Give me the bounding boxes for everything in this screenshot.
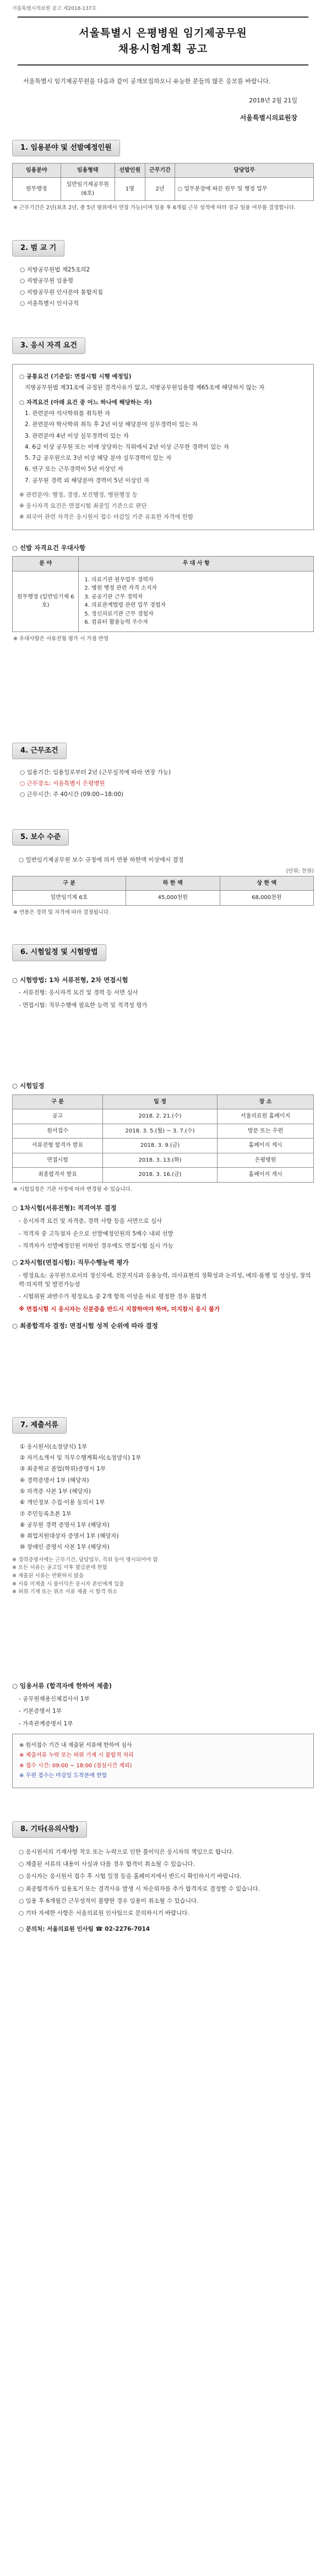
table-cell: 홈페이지 게시: [217, 1168, 313, 1183]
table-cell: [79, 571, 314, 631]
table-header-row: [13, 557, 314, 571]
intro-text: 서울특별시 임기제공무원을 다음과 같이 공개모집하오니 유능한 분들의 많은 응모를 바랍니다.: [23, 77, 271, 85]
salary-note: ※ 연봉은 경력 및 자격에 따라 결정됩니다.: [13, 909, 110, 916]
list-item: - 서류전형: 응시자격 요건 및 경력 등 서면 심사: [19, 989, 138, 996]
page-subtitle: 채용시험계획 공고: [118, 43, 208, 56]
table-header-row: [13, 876, 314, 891]
table-header: 선발인원: [115, 163, 145, 178]
list-item: 2. 병원 행정 관련 자격 소지자: [84, 585, 157, 592]
list-item: ○ 근무시간: 주 40시간 (09:00~18:00): [20, 791, 123, 798]
list-item: 4. 의료관계법령 관련 업무 경험자: [84, 602, 166, 609]
table-cell: ○ 업무분장에 따른 원무 및 행정 업무: [175, 178, 314, 201]
list-item: - 적격자 중 고득점자 순으로 선발예정인원의 5배수 내외 선발: [19, 1230, 173, 1237]
title-block: [18, 17, 308, 66]
table-cell: 2018. 3. 13.(화): [103, 1153, 218, 1168]
appointment-docs-title: ○ 임용서류 (합격자에 한하여 제출): [12, 1682, 112, 1690]
table-cell: 2018. 3. 16.(금): [103, 1168, 218, 1183]
list-item: ○ 지방공무원 인사분야 통합지침: [20, 288, 104, 296]
table-header-row: [13, 163, 314, 178]
salary-text: ○ 일반임기제공무원 보수 규정에 의거 연봉 하한액 이상에서 결정: [19, 856, 184, 863]
section-heading-5: 5. 보수 수준: [12, 829, 69, 846]
work-conditions-list: [20, 768, 314, 799]
common-text: 지방공무원법 제31조에 규정된 결격사유가 없고, 지방공무원임용령 제65조에 해당하지 않는 자: [25, 384, 265, 391]
list-item: ⑤ 자격증 사본 1부 (해당자): [20, 1488, 91, 1495]
section-heading-8: 8. 기타(유의사항): [12, 1821, 87, 1838]
list-item: 6. 연구 또는 근무경력이 5년 이상인 자: [25, 466, 123, 473]
table-row: [13, 1109, 314, 1124]
list-item: ③ 최종학교 졸업(학위)증명서 1부: [20, 1466, 106, 1473]
list-item: ① 응시원서(소정양식) 1부: [20, 1443, 88, 1450]
table-header: 일 정: [103, 1094, 218, 1109]
list-item: 3. 공공기관 근무 경력자: [84, 593, 143, 600]
table-header: 하 한 액: [126, 876, 220, 891]
notice-item: ※ 우편 접수는 마감일 도착분에 한함: [19, 1773, 107, 1779]
list-item: ○ 임용기간: 임용일로부터 2년 (근무실적에 따라 연장 가능): [20, 769, 171, 776]
table-cell: 면접시험: [13, 1153, 103, 1168]
notice-item: ※ 제출서류 누락 또는 허위 기재 시 불합격 처리: [19, 1752, 134, 1759]
table-header-row: [13, 1094, 314, 1109]
contact-info: ○ 문의처: 서울의료원 인사팀 ☎ 02-2276-7014: [19, 1925, 150, 1932]
documents-note: ※ 모든 서류는 공고일 이후 발급분에 한함: [12, 1565, 107, 1571]
qual-note: ※ 응시자격 요건은 면접시험 최종일 기준으로 판단: [19, 503, 147, 510]
list-item: ○ 지방공무원법 제25조의2: [20, 266, 90, 273]
qual-note: ※ 외국어 관련 자격은 응시원서 접수 마감일 기준 유효한 자격에 한함: [19, 514, 194, 521]
list-item: ○ 최종합격자가 임용포기 또는 결격사유 발생 시 차순위자를 추가 합격자로 결정할 수 있습니다.: [19, 1885, 260, 1892]
table-row: [13, 1168, 314, 1183]
table-cell: 68,000천원: [220, 891, 314, 906]
method-title: ○ 시험방법: 1차 서류전형, 2차 면접시험: [12, 976, 128, 984]
list-item: - 기본증명서 1부: [19, 1708, 62, 1715]
list-item: 3. 관련분야 4년 이상 실무경력이 있는 자: [25, 432, 129, 439]
table-cell: 일반임기제 6호: [13, 891, 126, 906]
table-cell: 원무행정: [13, 178, 61, 201]
table-row: [13, 1139, 314, 1153]
law-list: [20, 265, 314, 308]
documents-list: [20, 1442, 314, 1552]
notice-item: ※ 원서접수 기간 내 제출된 서류에 한하여 심사: [19, 1742, 132, 1749]
list-item: - 적격자가 선발예정인원 이하인 경우에도 면접시험 실시 가능: [19, 1242, 173, 1249]
detail-title: ○ 1차시험(서류전형): 적격여부 결정: [12, 1204, 117, 1212]
list-item: ○ 응시원서의 기재사항 착오 또는 누락으로 인한 불이익은 응시자의 책임으로 합니다.: [19, 1848, 234, 1855]
table-cell: 방문 또는 우편: [217, 1124, 313, 1139]
section-heading-3: 3. 응시 자격 요건: [12, 337, 85, 354]
table-cell: 2018. 3. 5.(월) ~ 3. 7.(수): [103, 1124, 218, 1139]
list-item: ④ 경력증명서 1부 (해당자): [20, 1477, 89, 1484]
list-item: 4. 6급 이상 공무원 또는 이에 상당하는 직위에서 2년 이상 근무한 경력이 있는 자: [25, 443, 230, 450]
table-cell: 2018. 3. 9.(금): [103, 1139, 218, 1153]
documents-note: ※ 허위 기재 또는 위조 서류 제출 시 합격 취소: [12, 1589, 118, 1595]
list-item: - 평정요소: 공무원으로서의 정신자세, 전문지식과 응용능력, 의사표현의 정확성과 논리성, 예의·품행 및 성실성, 창의력·의지력 및 발전가능성: [19, 1272, 311, 1288]
list-item: ○ 서울특별시 인사규칙: [20, 299, 79, 307]
list-item: ○ 근무장소: 서울특별시 은평병원: [20, 780, 105, 787]
table-cell: 원무행정 (일반임기제 6호): [13, 571, 79, 631]
table-cell: 1명: [115, 178, 145, 201]
schedule-title: ○ 시험일정: [12, 1081, 45, 1090]
table-header: 상 한 액: [220, 876, 314, 891]
list-item: ② 자기소개서 및 직무수행계획서(소정양식) 1부: [20, 1455, 142, 1462]
table-cell: 서울의료원 홈페이지: [217, 1109, 313, 1124]
table-header: 구 분: [13, 1094, 103, 1109]
table-cell: 최종합격자 발표: [13, 1168, 103, 1183]
notice-box: [12, 1734, 314, 1788]
list-item: 7. 공무원 경력 외 해당분야 경력이 5년 이상인 자: [25, 477, 149, 484]
final-title: ○ 최종합격자 결정: 면접시험 성적 순위에 따라 결정: [12, 1321, 158, 1330]
preference-footer: ※ 우대사항은 서류전형 평가 시 가점 반영: [13, 635, 108, 642]
table-header: 구 분: [13, 876, 126, 891]
list-item: - 가족관계증명서 1부: [19, 1720, 73, 1727]
list-item: ○ 지방공무원 임용령: [20, 277, 73, 285]
list-item: ○ 임용 후 6개월간 근무성적이 불량한 경우 임용이 취소될 수 있습니다.: [19, 1897, 199, 1904]
schedule-note: ※ 시험일정은 기관 사정에 따라 변경될 수 있습니다.: [13, 1186, 132, 1192]
section-heading-6: 6. 시험일정 및 시험방법: [12, 944, 106, 961]
table-cell: 2년: [145, 178, 175, 201]
list-item: 6. 컴퓨터 활용능력 우수자: [84, 619, 149, 626]
table-cell: 서류전형 합격자 발표: [13, 1139, 103, 1153]
list-item: ⑧ 공무원 경력 증명서 1부 (해당자): [20, 1521, 110, 1528]
table-cell: 은평병원: [217, 1153, 313, 1168]
list-item: ⑦ 주민등록초본 1부: [20, 1510, 72, 1517]
qual-note: ※ 관련분야: 행정, 경영, 보건행정, 병원행정 등: [19, 491, 138, 498]
section-note: ※ 근무기간은 2년(최초 2년, 총 5년 범위에서 연장 가능)이며 임용 후 6개월 근무 성적에 따라 정규 임용 여부를 결정합니다.: [13, 205, 296, 211]
announcement-date: 2018년 2월 21일: [249, 96, 297, 104]
announcement-signer: 서울특별시의료원장: [240, 113, 297, 122]
list-item: 2. 관련분야 학사학위 취득 후 2년 이상 해당분야 실무경력이 있는 자: [25, 421, 198, 428]
salary-table: [12, 876, 314, 906]
table-cell: 공고: [13, 1109, 103, 1124]
table-row: [13, 571, 314, 631]
list-item: 1. 의료기관 원무업무 경력자: [84, 576, 154, 583]
detail2-title: ○ 2차시험(면접시험): 직무수행능력 평가: [12, 1259, 129, 1267]
table-cell: 홈페이지 게시: [217, 1139, 313, 1153]
list-item: 1. 관련분야 석사학위를 취득한 자: [25, 410, 111, 417]
documents-note: ※ 서류 미제출 시 불이익은 응시자 본인에게 있음: [12, 1581, 124, 1587]
table-header: 임용분야: [13, 163, 61, 178]
table-header: 장 소: [217, 1094, 313, 1109]
list-item: ⑩ 장애인 증명서 사본 1부 (해당자): [20, 1544, 110, 1551]
schedule-table: [12, 1094, 314, 1183]
notice-item: ※ 접수 시간: 09:00 ~ 18:00 (점심시간 제외): [19, 1762, 132, 1769]
section-heading-1: 1. 임용분야 및 선발예정인원: [12, 140, 120, 156]
announcement-ref: 서울특별시의료원 공고 제2018-137호: [12, 6, 97, 12]
table-cell: 45,000천원: [126, 891, 220, 906]
list-item: ○ 응시자는 응시원서 접수 후 시험 일정 등을 홈페이지에서 반드시 확인하시기 바랍니다.: [19, 1873, 242, 1880]
list-item: ⑥ 개인정보 수집·이용 동의서 1부: [20, 1499, 105, 1506]
qualification-box: [12, 364, 314, 530]
table-row: [13, 178, 314, 201]
preference-table: [12, 556, 314, 632]
section-heading-4: 4. 근무조건: [12, 743, 67, 759]
positions-table: [12, 163, 314, 201]
table-cell: 2018. 2. 21.(수): [103, 1109, 218, 1124]
page-title: 서울특별시 은평병원 임기제공무원: [79, 26, 247, 39]
section-heading-2: 2. 범 교 기: [12, 240, 64, 257]
qual-title: ○ 자격요건 (아래 요건 중 어느 하나에 해당하는 자): [19, 399, 152, 406]
table-row: [13, 1124, 314, 1139]
list-item: - 시험위원 과반수가 평정요소 중 2개 항목 이상을 하로 평정한 경우 불합격: [19, 1293, 207, 1300]
section-heading-7: 7. 제출서류: [12, 1417, 67, 1434]
table-row: [13, 891, 314, 906]
table-header: 담당업무: [175, 163, 314, 178]
salary-unit: (단위: 천원): [286, 868, 314, 875]
list-item: ○ 기타 자세한 사항은 서울의료원 인사팀으로 문의하시기 바랍니다.: [19, 1910, 189, 1917]
common-title: ○ 공통요건 (기준일: 면접시험 시행 예정일): [19, 373, 132, 380]
table-header: 분 야: [13, 557, 79, 571]
documents-note: ※ 경력증명서에는 근무기간, 담당업무, 직위 등이 명시되어야 함: [12, 1556, 158, 1563]
table-cell: 일반임기제공무원 (6호): [61, 178, 115, 201]
table-row: [13, 1153, 314, 1168]
list-item: 5. 7급 공무원으로 3년 이상 해당 분야 실무경력이 있는 자: [25, 455, 172, 462]
warning-note: ※ 면접시험 시 응시자는 신분증을 반드시 지참하여야 하며, 미지참시 응시 불가: [19, 1305, 220, 1312]
table-header: 근무기간: [145, 163, 175, 178]
list-item: - 공무원채용신체검사서 1부: [19, 1695, 90, 1702]
list-item: - 면접시험: 직무수행에 필요한 능력 및 적격성 평가: [19, 1001, 148, 1009]
table-header: 우 대 사 항: [79, 557, 314, 571]
table-cell: 원서접수: [13, 1124, 103, 1139]
table-header: 임용형태: [61, 163, 115, 178]
list-item: ⑨ 취업지원대상자 증명서 1부 (해당자): [20, 1533, 119, 1540]
list-item: - 응시자격 요건 및 자격증, 경력 사항 등을 서면으로 심사: [19, 1218, 162, 1225]
preference-title: ○ 선발 자격요건 우대사항: [12, 543, 86, 552]
list-item: 5. 정신의료기관 근무 경험자: [84, 611, 154, 617]
list-item: ○ 제출된 서류의 내용이 사실과 다를 경우 합격이 취소될 수 있습니다.: [19, 1861, 195, 1868]
documents-note: ※ 제출된 서류는 반환하지 않음: [12, 1573, 84, 1580]
